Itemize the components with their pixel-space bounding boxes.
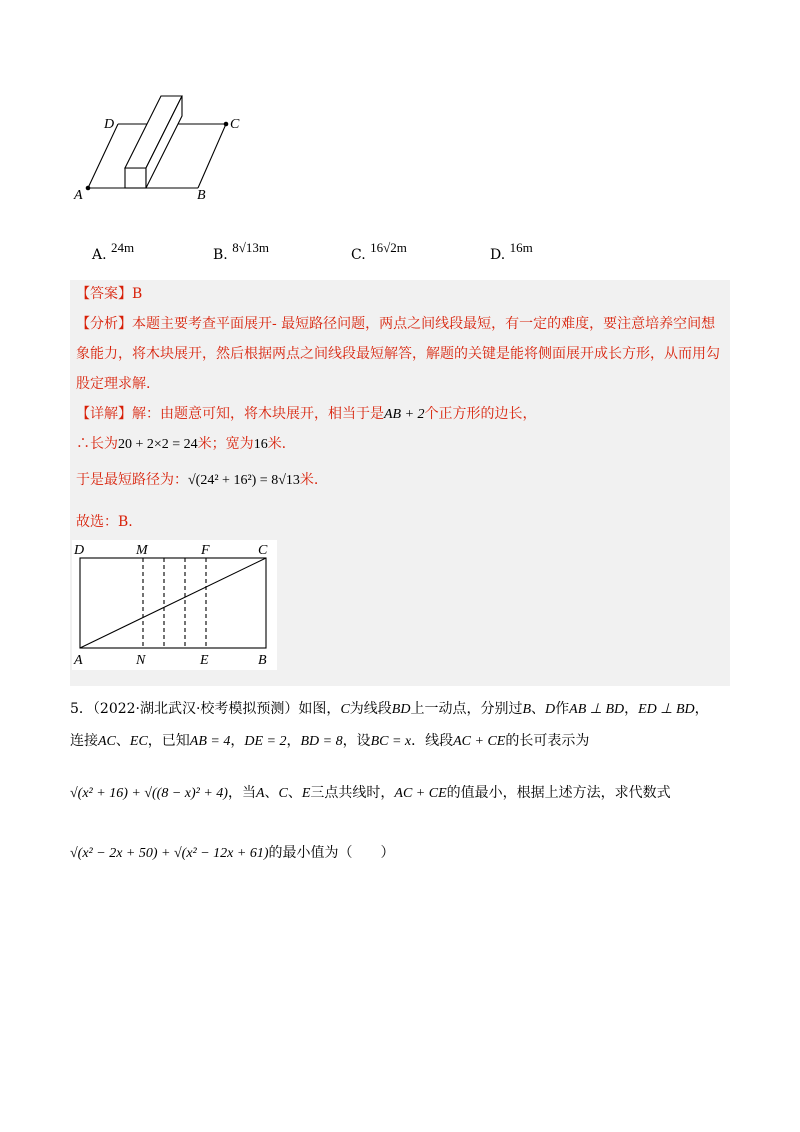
question5-line-1: 5．（2022·湖北武汉·校考模拟预测）如图，C为线段BD上一动点，分别过B、D作AB ⊥ BD，ED ⊥ BD， <box>70 701 709 717</box>
figure-block-on-parallelogram <box>70 92 250 202</box>
figure-unfolded-rectangle <box>72 540 277 670</box>
analysis-line-1: 【分析】本题主要考查平面展开- 最短路径问题，两点之间线段最短，有一定的难度，要注意培养空间想 <box>76 316 716 332</box>
analysis-line-2: 象能力，将木块展开，然后根据两点之间线段最短解答，解题的关键是能将侧面展开成长方形，从而用勾 <box>76 346 720 362</box>
question5-line-4: √(x² − 2x + 50) + √(x² − 12x + 61)的最小值为（ ） <box>70 845 395 861</box>
point-c <box>224 122 229 127</box>
point-a <box>86 186 91 191</box>
conclusion-line: 故选：B. <box>76 514 133 530</box>
label-f: F <box>201 543 210 558</box>
label-a2: A <box>74 653 83 668</box>
label-d2: D <box>74 543 85 558</box>
label-c: C <box>230 117 240 132</box>
label-m: M <box>136 543 148 558</box>
option-c[interactable]: C. $^{16√2m}$ <box>351 240 407 263</box>
detail-line-3: 于是最短路径为：√(24² + 16²) = 8√13米. <box>76 472 319 488</box>
question5-line-3: √(x² + 16) + √((8 − x)² + 4)，当A、C、E三点共线时，AC + CE的值最小，根据上述方法，求代数式 <box>70 785 671 801</box>
label-c2: C <box>258 543 268 558</box>
answer-line: 【答案】B <box>76 286 143 302</box>
analysis-line-3: 股定理求解. <box>76 376 151 392</box>
label-e: E <box>200 653 209 668</box>
option-d[interactable]: D. $^{16m}$ <box>490 240 533 263</box>
label-a: A <box>74 188 83 202</box>
question5-line-2: 连接AC、EC，已知AB = 4，DE = 2，BD = 8，设BC = x．线段AC + CE的长可表示为 <box>70 733 590 749</box>
label-n: N <box>136 653 146 668</box>
detail-line-2: ∴长为20 + 2×2 = 24米；宽为16米. <box>76 436 287 452</box>
detail-line-1: 【详解】解：由题意可知，将木块展开，相当于是AB + 2个正方形的边长， <box>76 406 537 422</box>
option-a[interactable]: A. $^{24m}$ <box>92 240 135 263</box>
label-b: B <box>197 188 206 202</box>
label-b2: B <box>258 653 267 668</box>
option-b[interactable]: B. $^{8√13m}$ <box>213 240 269 263</box>
label-d: D <box>104 117 115 132</box>
